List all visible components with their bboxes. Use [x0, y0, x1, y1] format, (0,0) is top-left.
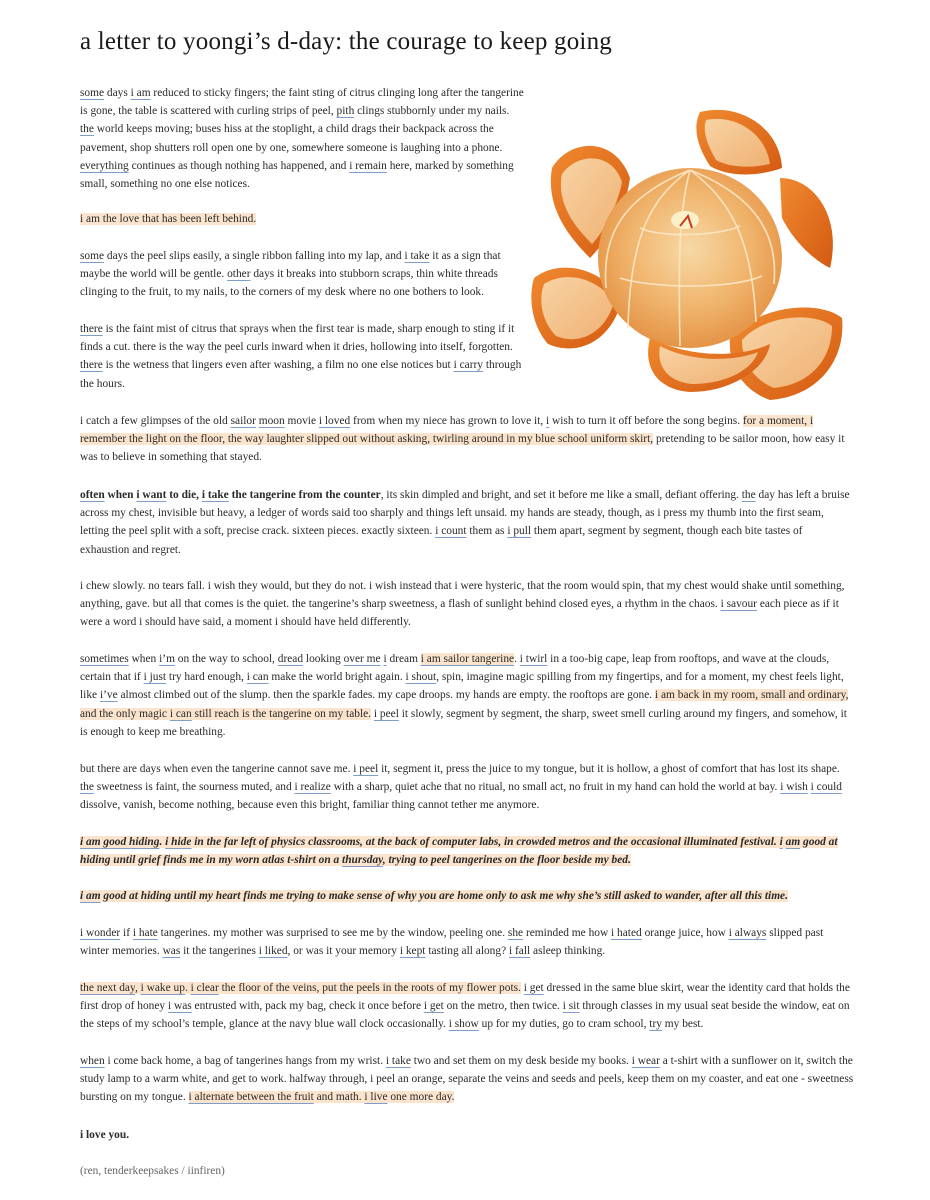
annotated-phrase: the	[741, 489, 756, 501]
paragraph	[80, 412, 854, 467]
highlighted-text: .	[159, 836, 166, 848]
highlighted-text: i am back in my room, small and ordinary, and the only magic	[80, 689, 849, 720]
text-run: dream	[386, 653, 421, 665]
text-run: i come back home, a bag of tangerines hangs from my wrist.	[104, 1055, 386, 1067]
paragraph	[80, 650, 854, 741]
text-run: wish to turn it off before the song begins.	[549, 415, 743, 427]
text-run: days the peel slips easily, a single ribbon falling into my lap, and	[104, 250, 405, 262]
text-run: orange juice, how	[641, 927, 729, 939]
annotated-phrase: i wear	[631, 1055, 660, 1067]
text-run: if	[120, 927, 133, 939]
annotated-phrase: i’m	[159, 653, 175, 665]
highlighted-text: the floor of the veins, put the peels in the roots of my flower pots.	[218, 982, 521, 994]
text-run: but there are days when even the tangerine cannot save me.	[80, 763, 354, 775]
text-run: tasting all along?	[425, 945, 509, 958]
text-run: through the hours.	[80, 359, 522, 390]
annotated-phrase: i take	[201, 489, 229, 501]
text-run: them as	[466, 525, 508, 538]
annotated-phrase: the	[80, 781, 94, 794]
annotated-phrase: i can	[246, 671, 269, 684]
annotated-phrase: i loved	[318, 415, 351, 427]
paragraph	[80, 84, 526, 193]
text-run: make the world bright again.	[268, 671, 406, 684]
annotated-phrase: i savour	[720, 598, 757, 611]
annotated-phrase: i am	[130, 87, 151, 99]
highlighted-text: still reach is the tangerine on my table.	[191, 707, 372, 720]
highlighted-text: one more day.	[387, 1091, 455, 1104]
annotated-phrase: i hated	[611, 927, 642, 939]
text-run: on the way to school,	[174, 653, 278, 665]
annotated-phrase: i live	[364, 1091, 388, 1104]
annotated-phrase: i remain	[349, 159, 387, 172]
highlighted-text: in the far left of physics classrooms, at the back of computer labs, in crowded metros and the occasional illuminated festival.	[191, 836, 780, 848]
text-run: slipped past winter memories.	[80, 927, 824, 958]
annotated-phrase: i want	[136, 489, 167, 501]
annotated-phrase: i hate	[132, 927, 158, 939]
annotated-phrase: i kept	[399, 945, 426, 958]
annotated-phrase: i carry	[453, 359, 483, 372]
text-run: through classes in my usual seat beside the window, eat on the steps of my school’s temple, glance at the navy blue wall clock occasionally.	[80, 1000, 850, 1031]
annotated-phrase: i hide	[165, 836, 192, 848]
text-run: it slowly, segment by segment, the sharp, sweet smell curling around my fingers, and somehow, it is enough to keep me breathing.	[80, 707, 847, 738]
annotated-phrase: i get	[523, 982, 544, 994]
text-run: try hard enough,	[166, 671, 247, 684]
annotated-phrase: i take	[404, 250, 430, 262]
text-run: world keeps moving; buses hiss at the stoplight, a child drags their backpack across the pavement, shop shutters roll open one by one, somewhere someone is laughing into a phone.	[80, 123, 503, 154]
text-run: entrusted with, pack my bag, check it once before	[191, 1000, 424, 1013]
annotated-phrase: there	[80, 359, 103, 372]
annotated-phrase: sometimes	[80, 653, 129, 665]
annotated-phrase: i am sailor tangerine	[420, 653, 515, 665]
annotated-phrase: try	[649, 1018, 662, 1031]
annotated-phrase: i fall	[508, 945, 531, 958]
annotated-phrase: i am good hiding	[80, 836, 160, 848]
annotated-phrase: dread	[277, 653, 304, 665]
annotated-phrase: i wonder	[80, 927, 121, 939]
annotated-phrase: thursday	[342, 854, 383, 867]
annotated-phrase: i realize	[294, 781, 331, 794]
text-run: is the faint mist of citrus that sprays when the first tear is made, sharp enough to sting if it finds a cut. there is the way the peel curls inward when it dries, hollowing into itself, forgotten.	[80, 323, 515, 354]
annotated-phrase: some	[80, 87, 105, 99]
text-run: it, segment it, press the juice to my tongue, but it is hollow, a ghost of comfort that has lost its shape.	[378, 763, 840, 775]
highlighted-text: good at hiding until grief finds me in my worn atlas t-shirt on a	[80, 836, 838, 867]
text-run: dressed in the same blue skirt, wear the identity card that holds the first drop of honey	[80, 982, 850, 1013]
text-run: day has left a bruise across my chest, invisible but heavy, a ledger of words said too sharply and things left unsaid. my hands are steady, though, as i press my thumb into the first seam, letting the peel split with a soft, precise crack. sixteen pieces. exactly sixteen.	[80, 489, 850, 538]
page-title: a letter to yoongi’s d-day: the courage to keep going	[80, 28, 612, 55]
signature	[80, 1162, 854, 1180]
paragraph	[80, 486, 854, 559]
text-run: my best.	[661, 1018, 704, 1031]
text-run: (ren, tenderkeepsakes / iinfiren)	[80, 1165, 225, 1177]
highlighted-text: and math.	[313, 1091, 365, 1104]
annotated-phrase: am	[785, 836, 801, 848]
text-run: i catch a few glimpses of the old	[80, 415, 231, 427]
annotated-phrase: other	[227, 268, 251, 281]
text-run: it as a sign that maybe the world will be gentle.	[80, 250, 501, 281]
highlighted-text: i am the love that has been left behind.	[80, 213, 257, 225]
annotated-phrase: i sit	[562, 1000, 580, 1013]
text-run: asleep thinking.	[530, 945, 606, 958]
closing-line	[80, 1126, 854, 1144]
annotated-phrase: i get	[423, 1000, 444, 1013]
annotated-phrase: i always	[728, 927, 767, 939]
highlighted-text: good at hiding until my heart finds me trying to make sense of why you are home only to ask me why she’s still asked to wander, after all this time.	[100, 890, 788, 902]
annotated-phrase: i am	[80, 890, 101, 902]
annotated-phrase: i twirl	[519, 653, 548, 665]
text-run: each piece as if it were a word i should have said, a moment i should have held differently.	[80, 598, 839, 629]
annotated-phrase: i show	[448, 1018, 479, 1031]
annotated-phrase: i peel	[373, 707, 399, 720]
highlighted-text: .	[184, 982, 191, 994]
text-run: almost climbed out of the slump. then the sparkle fades. my cape droops. my hands are empty. the rooftops are gone.	[117, 689, 655, 702]
paragraph	[80, 320, 526, 393]
text-run: in a too-big cape, leap from rooftops, and wave at the clouds, certain that if	[80, 653, 830, 684]
annotated-phrase: i was	[167, 1000, 192, 1013]
text-run: from when my niece has grown to love it,	[350, 415, 547, 427]
annotated-phrase: there	[80, 323, 103, 335]
text-run: i love you.	[80, 1129, 130, 1141]
text-run: them apart, segment by segment, though each bite tastes of exhaustion and regret.	[80, 525, 803, 556]
paragraph	[80, 577, 854, 632]
text-run: up for my duties, go to cram school,	[478, 1018, 650, 1031]
text-run: reduced to sticky fingers; the faint sting of citrus clinging long after the tangerine is gone, the table is scattered with curling strips of peel,	[80, 87, 524, 118]
annotated-phrase: i could	[810, 781, 842, 794]
highlighted-text: for a moment, i remember the light on the floor, the way laughter slipped out without asking, twirling around in my blue school uniform skirt,	[80, 415, 814, 446]
annotated-phrase: i clear	[190, 982, 219, 994]
annotated-phrase: pith	[336, 105, 355, 118]
annotated-phrase: i take	[385, 1055, 411, 1067]
annotated-phrase: when	[80, 1055, 105, 1067]
text-run: a t-shirt with a sunflower on it, switch the study lamp to a warm white, and get to work. halfway through, i peel an orange, separate the veins and seeds and peels, keep them on my coaster, and eat one - sweetness bursting on my tongue.	[80, 1055, 854, 1104]
text-run: on the metro, then twice.	[443, 1000, 563, 1013]
annotated-phrase: some	[80, 250, 105, 262]
text-run: clings stubbornly under my nails.	[354, 105, 510, 118]
annotated-phrase: i just	[143, 671, 167, 684]
annotated-phrase: she	[507, 927, 524, 939]
annotated-phrase: was	[162, 945, 181, 958]
text-run: i chew slowly. no tears fall. i wish they would, but they do not. i wish instead that i were hysteric, that the room would spin, that my chest would shake until something, anything, gave. but all that comes is the quiet. the tangerine’s sharp sweetness, a flash of sunlight behind closed eyes, a rhythm in the chaos.	[80, 580, 845, 611]
annotated-phrase: i	[779, 836, 783, 848]
annotated-phrase: i shout	[405, 671, 437, 684]
paragraph	[80, 247, 526, 302]
text-run: .	[514, 653, 520, 665]
text-run: two and set them on my desk beside my books.	[410, 1055, 632, 1067]
paragraph	[80, 833, 854, 869]
annotated-phrase: moon	[258, 415, 285, 427]
text-run: movie	[284, 415, 319, 427]
annotated-phrase: i	[383, 653, 387, 665]
annotated-phrase: i liked	[258, 945, 288, 958]
text-run: when	[104, 489, 137, 501]
text-run: when	[128, 653, 160, 665]
text-run: days it breaks into stubborn scraps, thin white threads clinging to the fruit, to my nails, to the corners of my desk where no one bothers to look.	[80, 268, 498, 299]
paragraph	[80, 924, 854, 960]
paragraph	[80, 1052, 854, 1107]
annotated-phrase: sailor	[230, 415, 256, 427]
paragraph	[80, 979, 854, 1034]
annotated-phrase: over me	[343, 653, 381, 665]
annotated-phrase: i alternate between the fruit	[188, 1091, 314, 1104]
text-run: sweetness is faint, the sourness muted, and	[93, 781, 295, 794]
annotated-phrase: i	[546, 415, 550, 427]
text-run: days	[104, 87, 131, 99]
text-run: here, marked by something small, something no one else notices.	[80, 159, 514, 191]
annotated-phrase: i peel	[353, 763, 379, 775]
text-run: it the tangerines	[180, 945, 259, 958]
annotated-phrase: often	[80, 489, 105, 501]
annotated-phrase: everything	[80, 159, 129, 172]
text-run: is the wetness that lingers even after washing, a film no one else notices but	[102, 359, 454, 372]
annotated-phrase: the	[80, 123, 94, 136]
tangerine-image	[530, 108, 848, 404]
text-run: dissolve, vanish, become nothing, because even this bright, familiar thing cannot tether me anymore.	[80, 799, 540, 812]
text-run: tangerines. my mother was surprised to see me by the window, peeling one.	[157, 927, 508, 939]
text-run: the tangerine from the counter	[228, 489, 381, 501]
text-run: with a sharp, quiet ache that no ritual, no small act, no fruit in my hand can hold the world at bay.	[330, 781, 781, 794]
annotated-phrase: i’ve	[99, 689, 118, 702]
annotated-phrase: i pull	[507, 525, 532, 538]
highlighted-text: ,	[134, 982, 141, 994]
paragraph	[80, 210, 526, 228]
text-run: , or was it your memory	[287, 945, 400, 958]
paragraph	[80, 760, 854, 815]
annotated-phrase: i wake up	[140, 982, 185, 994]
text-run: , its skin dimpled and bright, and set it before me like a small, defiant offering.	[380, 489, 742, 501]
text-run: pretending to be sailor moon, how easy it was to believe in something that stayed.	[80, 433, 845, 464]
text-run: , spin, imagine magic spilling from my fingertips, and for a moment, my chest feels light, like	[80, 671, 844, 702]
text-run: reminded me how	[523, 927, 612, 939]
text-run: looking	[303, 653, 344, 665]
text-run: continues as though nothing has happened, and	[128, 159, 350, 172]
annotated-phrase: i can	[169, 707, 192, 720]
text-run: to die,	[166, 489, 202, 501]
paragraph	[80, 887, 854, 905]
highlighted-text: , trying to peel tangerines on the floor beside my bed.	[382, 854, 631, 867]
annotated-phrase: the next day	[80, 982, 135, 994]
annotated-phrase: i count	[435, 525, 467, 538]
annotated-phrase: i wish	[780, 781, 808, 794]
